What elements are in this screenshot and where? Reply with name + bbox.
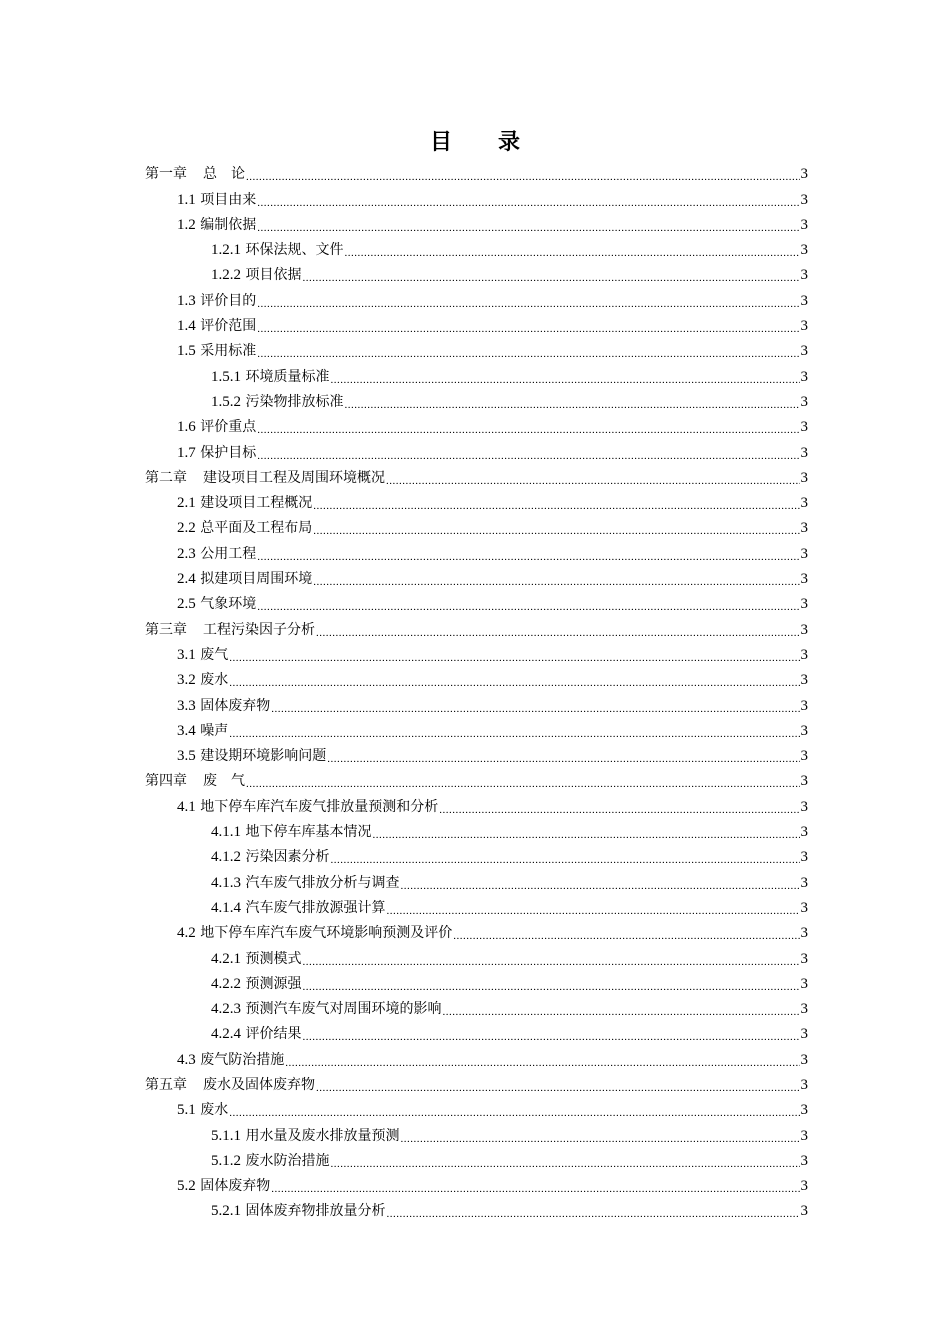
toc-entry-number: 4.2.4: [211, 1026, 241, 1043]
toc-entry-label: [145, 772, 245, 790]
toc-entry-page-number: 3: [800, 874, 808, 891]
toc-entry-text: 建设期环境影响问题: [200, 748, 327, 765]
toc-entry-page-number: 3: [800, 950, 808, 967]
toc-entry-text: 用水量及废水排放量预测: [245, 1127, 400, 1144]
toc-entry-number: 5.2.1: [211, 1203, 241, 1220]
toc-entry-page-number: 3: [800, 722, 808, 739]
toc-dot-leader: [386, 1208, 799, 1220]
toc-entry[interactable]: [145, 819, 808, 844]
toc-entry[interactable]: [145, 1072, 808, 1097]
toc-entry-label: [177, 317, 256, 335]
toc-dot-leader: [229, 677, 799, 689]
toc-entry-number: 1.2: [177, 216, 196, 233]
toc-entry-text: 气象环境: [200, 596, 257, 613]
toc-entry[interactable]: [145, 743, 808, 768]
toc-entry-text: 评价范围: [200, 318, 257, 335]
toc-entry-text: 汽车废气排放源强计算: [245, 899, 386, 916]
toc-dot-leader: [313, 525, 799, 537]
toc-entry-label: [177, 1051, 284, 1069]
toc-entry-number: 4.1.2: [211, 849, 241, 866]
toc-entry-page-number: 3: [800, 646, 808, 663]
toc-entry-number: 5.2: [177, 1178, 196, 1195]
toc-dot-leader: [257, 323, 799, 335]
toc-entry-page-number: 3: [800, 495, 808, 512]
toc-entry-page-number: 3: [800, 393, 808, 410]
toc-dot-leader: [400, 1133, 799, 1145]
toc-entry-page-number: 3: [800, 520, 808, 537]
toc-entry[interactable]: [145, 186, 808, 211]
toc-entry-number: 4.3: [177, 1051, 196, 1068]
toc-entry-page-number: 3: [800, 672, 808, 689]
toc-entry-number: 4.2.1: [211, 950, 241, 967]
toc-dot-leader: [386, 475, 800, 487]
toc-dot-leader: [344, 247, 799, 259]
toc-entry-page-number: 3: [800, 343, 808, 360]
toc-entry-text: 废气: [200, 646, 229, 663]
toc-entry-text: 污染因素分析: [245, 849, 330, 866]
toc-title-part-2: 录: [498, 130, 521, 155]
toc-entry-number: 2.3: [177, 545, 196, 562]
toc-entry-label: [177, 519, 312, 537]
toc-entry[interactable]: [145, 768, 808, 793]
toc-entry-number: 5.1: [177, 1102, 196, 1119]
toc-entry-text: 固体废弃物排放量分析: [245, 1203, 386, 1220]
toc-dot-leader: [439, 804, 799, 816]
toc-entry-number: 5.1.2: [211, 1152, 241, 1169]
toc-dot-leader: [257, 424, 799, 436]
toc-dot-leader: [257, 450, 799, 462]
toc-dot-leader: [229, 652, 799, 664]
toc-entry-label: [211, 950, 301, 968]
toc-entry-label: [211, 899, 385, 917]
toc-entry-text: 废 气: [203, 773, 245, 790]
toc-entry-label: [177, 570, 312, 588]
toc-entry-page-number: 3: [800, 571, 808, 588]
toc-entry[interactable]: [145, 389, 808, 414]
toc-entry-number: 3.5: [177, 748, 196, 765]
toc-entry[interactable]: [145, 718, 808, 743]
toc-entry-number: 第四章: [145, 773, 187, 790]
toc-entry-text: 项目依据: [245, 267, 302, 284]
toc-entry-text: 拟建项目周围环境: [200, 571, 313, 588]
toc-entry[interactable]: [145, 363, 808, 388]
toc-entry-label: [177, 494, 312, 512]
toc-dot-leader: [271, 1183, 799, 1195]
toc-entry[interactable]: [145, 692, 808, 717]
toc-entry-page-number: 3: [800, 1102, 808, 1119]
toc-entry-text: 噪声: [200, 722, 229, 739]
toc-entry-text: 废水防治措施: [245, 1152, 330, 1169]
toc-entry-number: 1.2.1: [211, 242, 241, 259]
toc-entry[interactable]: [145, 793, 808, 818]
toc-entry-label: [177, 595, 256, 613]
toc-entry-page-number: 3: [800, 621, 808, 638]
toc-entry-page-number: 3: [800, 1001, 808, 1018]
toc-entry-page-number: 3: [800, 1051, 808, 1068]
toc-entry[interactable]: [145, 591, 808, 616]
toc-entry-page-number: 3: [800, 975, 808, 992]
toc-entry[interactable]: [145, 313, 808, 338]
toc-entry-label: [211, 874, 399, 892]
toc-dot-leader: [257, 601, 799, 613]
toc-entry-number: 5.1.1: [211, 1127, 241, 1144]
toc-entry-page-number: 3: [800, 849, 808, 866]
toc-entry-page-number: 3: [800, 925, 808, 942]
toc-entry-text: 污染物排放标准: [245, 393, 344, 410]
toc-entry-text: 建设项目工程及周围环境概况: [203, 469, 385, 486]
toc-entry-number: 2.1: [177, 495, 196, 512]
toc-dot-leader: [327, 753, 799, 765]
toc-entry[interactable]: [145, 971, 808, 996]
toc-entry-text: 采用标准: [200, 343, 257, 360]
toc-entry-page-number: 3: [800, 798, 808, 815]
toc-entry-page-number: 3: [800, 216, 808, 233]
toc-entry[interactable]: [145, 642, 808, 667]
toc-entry[interactable]: [145, 287, 808, 312]
toc-entry-text: 地下停车库基本情况: [245, 824, 372, 841]
toc-entry[interactable]: [145, 414, 808, 439]
toc-dot-leader: [229, 728, 799, 740]
toc-dot-leader: [316, 1082, 800, 1094]
toc-entry-text: 废水: [200, 1102, 229, 1119]
toc-entry-page-number: 3: [800, 697, 808, 714]
toc-dot-leader: [453, 930, 799, 942]
toc-entry-label: [177, 216, 256, 234]
toc-entry-number: 2.4: [177, 571, 196, 588]
toc-entry-page-number: 3: [800, 596, 808, 613]
toc-dot-leader: [313, 500, 799, 512]
toc-entry-number: 1.2.2: [211, 267, 241, 284]
toc-entry-label: [211, 1127, 399, 1145]
toc-entry[interactable]: [145, 667, 808, 692]
toc-entry-label: [145, 621, 315, 639]
toc-dot-leader: [302, 272, 799, 284]
toc-entry[interactable]: [145, 439, 808, 464]
toc-entry[interactable]: [145, 237, 808, 262]
toc-entry-text: 公用工程: [200, 545, 257, 562]
toc-entry-number: 1.1: [177, 191, 196, 208]
toc-entry-text: 废水: [200, 672, 229, 689]
toc-list: [145, 161, 808, 1223]
toc-entry-label: [211, 1152, 329, 1170]
toc-entry-label: [177, 418, 256, 436]
toc-entry-text: 评价结果: [245, 1026, 302, 1043]
toc-dot-leader: [344, 399, 799, 411]
toc-entry-label: [177, 646, 228, 664]
toc-entry-label: [177, 1101, 228, 1119]
toc-entry-text: 项目由来: [200, 191, 257, 208]
toc-entry-page-number: 3: [800, 824, 808, 841]
toc-entry-page-number: 3: [800, 469, 808, 486]
toc-entry[interactable]: [145, 1097, 808, 1122]
toc-entry[interactable]: [145, 338, 808, 363]
toc-dot-leader: [257, 551, 799, 563]
toc-entry[interactable]: [145, 920, 808, 945]
toc-dot-leader: [442, 1006, 799, 1018]
toc-entry-page-number: 3: [800, 419, 808, 436]
toc-entry-label: [177, 722, 228, 740]
toc-dot-leader: [313, 576, 799, 588]
toc-entry[interactable]: [145, 490, 808, 515]
toc-dot-leader: [330, 854, 799, 866]
toc-entry-number: 2.5: [177, 596, 196, 613]
toc-entry-label: [177, 697, 270, 715]
toc-entry-page-number: 3: [800, 748, 808, 765]
toc-entry-page-number: 3: [800, 191, 808, 208]
toc-entry-page-number: 3: [800, 1178, 808, 1195]
toc-dot-leader: [386, 905, 799, 917]
toc-entry-label: [211, 1025, 301, 1043]
toc-dot-leader: [257, 348, 799, 360]
toc-entry-text: 环保法规、文件: [245, 242, 344, 259]
toc-entry-label: [177, 1177, 270, 1195]
toc-dot-leader: [330, 1158, 799, 1170]
toc-entry[interactable]: [145, 1198, 808, 1223]
toc-entry-page-number: 3: [800, 1152, 808, 1169]
toc-entry-label: [177, 342, 256, 360]
toc-dot-leader: [285, 1057, 799, 1069]
toc-entry-number: 3.3: [177, 697, 196, 714]
toc-entry-number: 3.2: [177, 672, 196, 689]
toc-entry-label: [177, 545, 256, 563]
toc-entry[interactable]: [145, 1021, 808, 1046]
toc-entry-number: 4.1.3: [211, 874, 241, 891]
toc-entry-page-number: 3: [800, 292, 808, 309]
toc-entry-number: 1.7: [177, 444, 196, 461]
toc-entry-text: 地下停车库汽车废气环境影响预测及评价: [200, 925, 453, 942]
toc-entry-text: 保护目标: [200, 444, 257, 461]
toc-entry-number: 1.5: [177, 343, 196, 360]
toc-entry-label: [145, 165, 245, 183]
toc-entry-text: 总平面及工程布局: [200, 520, 313, 537]
toc-entry-page-number: 3: [800, 267, 808, 284]
toc-entry-text: 环境质量标准: [245, 368, 330, 385]
toc-dot-leader: [372, 829, 799, 841]
toc-entry-text: 固体废弃物: [200, 1178, 271, 1195]
toc-entry-number: 第三章: [145, 621, 187, 638]
toc-dot-leader: [302, 956, 799, 968]
toc-entry-label: [211, 1202, 385, 1220]
toc-entry-text: 总 论: [203, 166, 245, 183]
toc-dot-leader: [229, 1107, 799, 1119]
toc-entry-text: 预测源强: [245, 975, 302, 992]
toc-entry-number: 1.4: [177, 318, 196, 335]
toc-entry-page-number: 3: [800, 1203, 808, 1220]
toc-entry-number: 第一章: [145, 166, 187, 183]
toc-entry-number: 4.2.2: [211, 975, 241, 992]
toc-entry-page-number: 3: [800, 1026, 808, 1043]
toc-entry-text: 废气防治措施: [200, 1051, 285, 1068]
toc-entry-label: [211, 241, 343, 259]
toc-entry-label: [211, 393, 343, 411]
toc-entry-label: [211, 368, 329, 386]
toc-entry-number: 3.1: [177, 646, 196, 663]
toc-entry[interactable]: [145, 996, 808, 1021]
toc-entry[interactable]: [145, 1122, 808, 1147]
toc-entry-label: [211, 1000, 441, 1018]
toc-entry-label: [145, 1076, 315, 1094]
toc-entry-label: [177, 747, 326, 765]
toc-entry-number: 4.1.4: [211, 899, 241, 916]
toc-entry-text: 废水及固体废弃物: [203, 1076, 315, 1093]
toc-entry-page-number: 3: [800, 166, 808, 183]
toc-entry-page-number: 3: [800, 1127, 808, 1144]
toc-entry-label: [211, 848, 329, 866]
toc-entry-label: [211, 823, 371, 841]
toc-entry-number: 1.5.1: [211, 368, 241, 385]
toc-entry-text: 编制依据: [200, 216, 257, 233]
toc-entry-label: [177, 292, 256, 310]
toc-entry[interactable]: [145, 1148, 808, 1173]
toc-dot-leader: [302, 981, 799, 993]
toc-entry-number: 4.1.1: [211, 824, 241, 841]
toc-entry-text: 汽车废气排放分析与调查: [245, 874, 400, 891]
toc-entry-label: [177, 671, 228, 689]
toc-entry-label: [145, 469, 385, 487]
toc-entry-number: 1.5.2: [211, 393, 241, 410]
toc-entry-number: 第二章: [145, 469, 187, 486]
toc-entry-label: [177, 798, 438, 816]
toc-entry[interactable]: [145, 1046, 808, 1071]
toc-entry-number: 2.2: [177, 520, 196, 537]
toc-entry-page-number: 3: [800, 242, 808, 259]
toc-entry-text: 建设项目工程概况: [200, 495, 313, 512]
toc-entry-label: [211, 975, 301, 993]
toc-entry-number: 1.6: [177, 419, 196, 436]
toc-entry[interactable]: [145, 895, 808, 920]
toc-dot-leader: [246, 778, 800, 790]
toc-entry[interactable]: [145, 869, 808, 894]
toc-entry-text: 地下停车库汽车废气排放量预测和分析: [200, 798, 439, 815]
toc-entry-text: 预测模式: [245, 950, 302, 967]
toc-entry-number: 4.1: [177, 798, 196, 815]
toc-entry-number: 3.4: [177, 722, 196, 739]
toc-entry[interactable]: [145, 212, 808, 237]
toc-entry-page-number: 3: [800, 773, 808, 790]
toc-title: [0, 128, 950, 158]
toc-dot-leader: [257, 222, 799, 234]
toc-entry-text: 评价目的: [200, 292, 257, 309]
toc-dot-leader: [316, 627, 800, 639]
toc-entry-page-number: 3: [800, 545, 808, 562]
toc-entry[interactable]: [145, 1173, 808, 1198]
toc-entry[interactable]: [145, 566, 808, 591]
toc-dot-leader: [271, 703, 799, 715]
toc-entry-page-number: 3: [800, 368, 808, 385]
toc-dot-leader: [302, 1031, 799, 1043]
toc-entry[interactable]: [145, 945, 808, 970]
toc-title-part-1: 目: [429, 130, 452, 155]
toc-dot-leader: [257, 197, 799, 209]
toc-dot-leader: [330, 374, 799, 386]
toc-entry-page-number: 3: [800, 899, 808, 916]
toc-entry[interactable]: [145, 515, 808, 540]
toc-entry-page-number: 3: [800, 1076, 808, 1093]
toc-entry-page-number: 3: [800, 444, 808, 461]
toc-entry[interactable]: [145, 844, 808, 869]
toc-entry[interactable]: [145, 540, 808, 565]
toc-entry-number: 1.3: [177, 292, 196, 309]
toc-entry-text: 预测汽车废气对周围环境的影响: [245, 1001, 442, 1018]
toc-entry-label: [211, 266, 301, 284]
toc-entry-label: [177, 191, 256, 209]
toc-dot-leader: [400, 880, 799, 892]
toc-entry-text: 评价重点: [200, 419, 257, 436]
toc-entry-text: 固体废弃物: [200, 697, 271, 714]
toc-entry-text: 工程污染因子分析: [203, 621, 315, 638]
toc-entry[interactable]: [145, 465, 808, 490]
toc-entry-label: [177, 444, 256, 462]
toc-entry-page-number: 3: [800, 318, 808, 335]
toc-dot-leader: [257, 298, 799, 310]
toc-entry-number: 第五章: [145, 1076, 187, 1093]
toc-entry[interactable]: [145, 262, 808, 287]
toc-entry-number: 4.2.3: [211, 1001, 241, 1018]
toc-dot-leader: [246, 171, 800, 183]
toc-entry-label: [177, 924, 452, 942]
toc-entry[interactable]: [145, 616, 808, 641]
toc-entry[interactable]: [145, 161, 808, 186]
toc-entry-number: 4.2: [177, 925, 196, 942]
